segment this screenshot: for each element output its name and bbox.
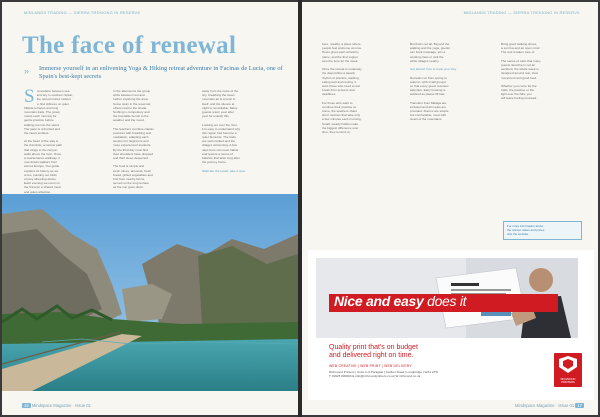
body-text-line: Whether you come for the [501,83,537,88]
body-text-line: meets each morning for [24,114,57,119]
ad-services: WEB CREATIVE | WEB PRINT | WEB DELIVERY [329,364,412,368]
body-text-line: But that's not all. Beyond the [410,42,450,46]
body-text-line: omewhere between sea [36,89,70,93]
body-text-line: Some swim in the reservoir, [113,101,151,106]
body-text-line: By the third day most find [113,147,148,152]
body-column-6 [501,42,585,101]
body-text-line: here, notably, a place where [322,42,361,46]
body-text-line: fruit from nearby farms, [113,176,145,181]
body-text-line: Nothing is compulsory and [113,109,150,114]
body-text-line: a few minutes each morning. [322,117,362,122]
body-text-line: more experienced students. [113,143,152,148]
page-number: 16 [24,403,29,408]
body-column-4 [322,42,406,134]
body-text-line: time, they remind us. [322,129,351,134]
body-text-line: trails, the practice or the [501,88,535,93]
body-text-line: Once the retreat is underway [322,67,362,72]
body-text-line: this region has become a [202,130,237,135]
body-text-line: night is remarkable. Many [202,105,238,110]
body-text-line: Walk like the locals: take it slow [202,168,246,173]
body-text-line: Transfers from Malaga are [410,100,447,105]
footer-text: Mindspace Magazine · Issue 01 [515,403,575,408]
body-text-line: continue their practice at [322,104,356,109]
body-text-line: so that every guest receives [410,83,449,88]
body-text-line: The rest is taken care of. [501,50,536,55]
body-text-line: the journey home. [202,160,227,165]
body-text-line: Get ahead: how to book your stay [410,67,457,72]
body-text-line: a sun hat and an open mind. [501,46,541,51]
body-text-line: away from the noise of the [202,89,239,93]
article-title: The face of renewal [22,32,237,59]
footer-text: Mindspace Magazine · Issue 01 [31,403,91,408]
body-text-line: light over the hills, you [501,92,532,97]
body-text-line: the finca for a shared meal [24,185,61,190]
running-header-left: MIDLANDS TRADING — SIERRA TREKKING IN RESERVE [24,10,141,15]
body-text-line: movement and good food. [501,75,537,80]
ad-contact-line-2: T 01925 000000 E info@richmondprinters.co.uk W richmond.co.uk [329,374,421,379]
body-text-line: For those who want to [322,100,353,105]
body-text-line: name, and the first supper [322,54,358,59]
body-text-line: In the afternoons the group [113,89,151,93]
body-text-line: meditation, adapting each [113,135,149,140]
body-column-3 [202,89,284,173]
body-text-line: mountain trails. The group [24,109,60,114]
body-text-line: will leave feeling renewed. [501,96,538,101]
body-text-line: Looking out over the river, [202,122,238,127]
body-text-line: visit the website. [507,232,530,237]
ad-contact-details [329,370,539,379]
body-text-line: itself, and the silence at [202,101,235,106]
body-text-line: cross, pointing out birds [24,172,57,177]
body-text-line: included and all meals are [410,104,446,109]
ad-tagline-bold: Nice and easy [334,293,424,309]
body-text-line: served on the long terrace [113,181,149,186]
body-text-line: and their sleep deepened. [113,156,149,160]
body-text-line: across Europe. Our guide [24,164,60,169]
body-text-line: walking out into the sierra. [24,122,60,127]
body-text-line: views of the mountains. [410,117,443,122]
printer-logo-icon [554,353,582,377]
body-text-line: The food is simple and [113,164,145,169]
canyon-river-photo [2,194,298,391]
body-text-line: days here can reset habits [202,147,239,152]
body-text-line: Hosts greet each arrival by [322,50,359,55]
body-text-line: The sense of calm that many [501,58,541,63]
body-text-line: session for beginners and [113,139,149,144]
body-text-line: For more information about [507,224,544,228]
body-text-line: of prey wheeling above. [24,176,57,181]
body-text-line: walls above the river. Once [24,151,62,156]
page-number: 17 [577,403,582,408]
body-text-line: villages welcoming. A few [202,143,237,148]
standfirst: Immerse yourself in an enlivening Yoga & Hiking retreat adventure in Facinas de Lucia, one of Spain's best-kept secrets [39,65,283,80]
body-text-line: splits between rest and [113,93,145,98]
advertisement[interactable] [308,250,594,400]
body-text-line: walking and the yoga, guests [410,46,450,51]
body-text-line: the timetable bends to the [113,114,149,119]
body-text-line: Retreats run from spring to [410,75,447,80]
body-text-line: to find stillness on quiet [36,101,69,106]
body-text-line: and restore a sense of [202,151,233,156]
printer-logo-text: RICHMOND PRINTERS [560,378,576,384]
body-text-line: it is easy to understand why [202,126,241,131]
body-text-line: as the sun goes down. [113,185,144,190]
body-text-line: home, the teachers share [322,109,358,113]
ad-tagline [334,293,466,309]
page-footer-left [22,403,91,408]
body-text-line: are well marked and the [202,139,236,144]
info-callout-box [503,221,582,240]
body-column-2 [113,89,195,190]
body-text-line: gentle practice before [24,118,54,123]
printer-logo[interactable] [554,353,582,387]
body-text-line: guests describe is not an [501,62,536,67]
body-text-line: bread, grilled vegetables and [113,172,153,177]
body-text-line: weather and the mood. [113,118,145,123]
body-column-5 [410,42,494,122]
body-text-line: a maintenance walkway, it [24,156,60,160]
body-text-line: The pace is unhurried and [24,126,60,131]
body-text-line: hillside terraces and long [24,105,59,110]
body-text-line: cooking class or visit the [410,54,444,59]
body-text-line: short routines that take only [322,113,361,118]
body-text-line: people feel welcome at once. [322,46,363,51]
body-text-line: accident; the whole week is [501,67,539,72]
body-text-line: explains its history as we [24,168,59,173]
body-text-line: local: olives, almonds, fresh [113,168,152,173]
body-text-line: now draws walkers from [24,160,58,165]
body-text-line: year for exactly this. [202,114,230,119]
ad-tagline-light: does it [423,293,467,309]
body-text-line: white villages nearby. [410,58,440,63]
body-text-line: The teachers combine classic [113,126,154,131]
left-page [2,2,298,415]
body-text-line: the views endless. [24,130,50,135]
body-text-line: attention. Early booking is [410,88,446,93]
body-text-line: autumn, with small groups [410,79,446,84]
body-text-line: sets the tone for the week. [322,58,359,63]
body-text-line: the biggest difference over [322,125,359,130]
body-text-line: city, breathing the clean [202,93,235,98]
body-text-line: eating well and resting. It [322,79,357,84]
body-text-line: quiet favourite. The trails [202,135,236,140]
body-text-line: postures with breathing and [113,130,152,135]
body-text-line: deadlines. [322,92,337,97]
running-header-right: MIDLANDS TRADING — SIERRA TREKKING IN RESERVE [463,10,580,15]
body-text-line: At the heart of the stay is [24,139,59,144]
body-text-line: the retreat, dates and prices [507,228,545,233]
body-text-line: provided. Rooms are simple [410,109,449,113]
ad-headline-line-1: Quality print that's on budget [329,344,418,351]
body-text-line: balance that lasts long after [202,156,240,160]
body-text-line: the days follow a steady [322,71,356,76]
body-text-line: Bring good walking shoes, [501,42,538,46]
body-text-line: and quiet reflection. [24,189,52,194]
body-text-line: the retreat invites visitors [36,97,71,102]
ad-headline-line-2: and delivered right on time. [329,352,414,359]
body-text-line: guests return year after [202,109,234,114]
dropcap: S [24,86,35,107]
body-text-line: can book massage, join a [410,50,446,55]
ad-contact-line-1: Richmond Printers | Units 4–6 Parkgate | Carlton Road | Longbridge | WA1 2TR [329,370,438,374]
body-text-line: but comfortable, most with [410,113,447,118]
body-text-line: break from screens and [322,88,355,93]
body-text-line: others read in the shade. [113,105,148,110]
body-text-line: designed around rest, slow [501,71,538,76]
body-text-line: their shoulders have dropped [113,151,154,156]
body-column-1 [24,86,106,194]
body-text-line: Small, steady habits make [322,121,359,126]
body-text-line: suits those who need a real [322,83,360,88]
page-footer-right [515,403,584,408]
ad-headline [329,344,509,360]
standfirst-arrows-icon: » [24,66,30,76]
body-text-line: the Caminito, a narrow path [24,143,63,148]
body-text-line: Each evening we return to [24,181,60,186]
body-text-line: that clings to the canyon [24,147,58,152]
right-page [302,2,598,415]
body-text-line: further exploring the area. [113,97,149,102]
body-text-line: and sky in southern Spain, [36,93,74,98]
body-text-line: advised as places fill fast. [410,92,446,97]
body-text-line: rhythm of practice, walking, [322,75,360,80]
body-text-line: mountain air is a tonic in [202,97,236,102]
